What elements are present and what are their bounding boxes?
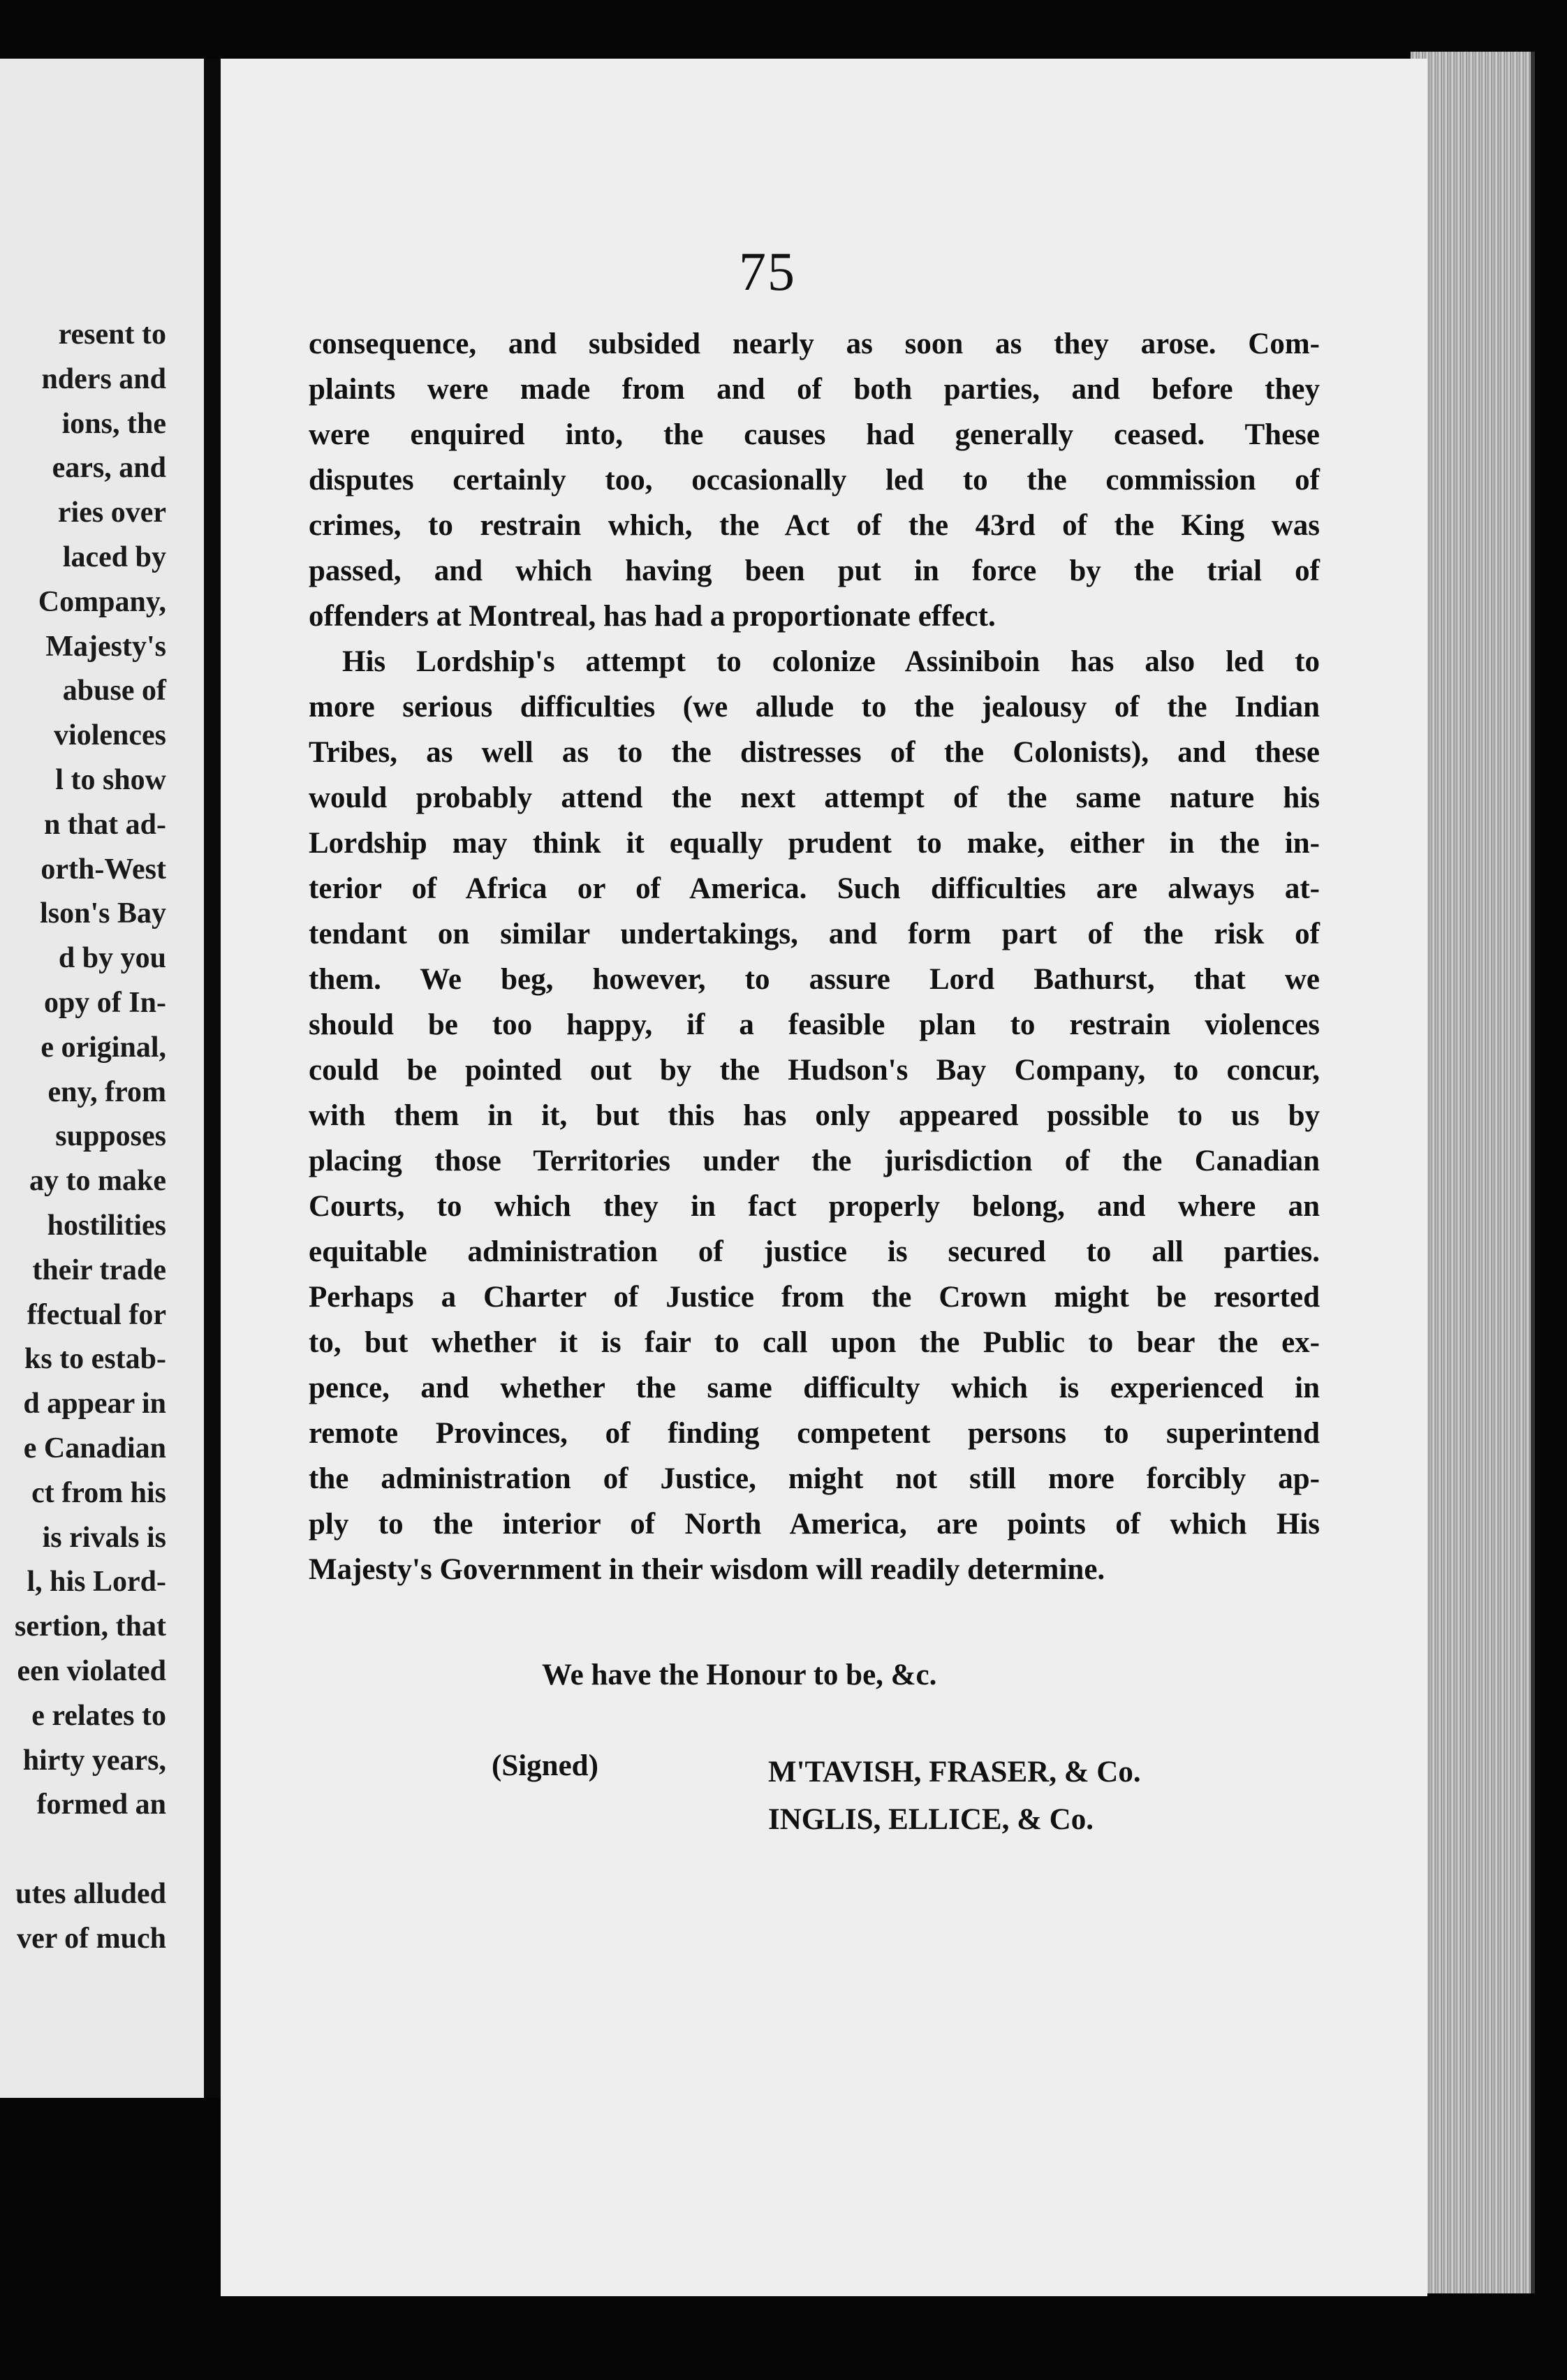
facing-page-line: orth-West — [41, 853, 166, 886]
facing-page-line: Majesty's — [45, 630, 166, 663]
facing-page-line: eny, from — [47, 1075, 166, 1108]
facing-page-line: ct from his — [31, 1476, 166, 1509]
facing-page-line: l, his Lord- — [27, 1566, 166, 1599]
text-line: crimes, to restrain which, the Act of the 43rd of the King was — [309, 509, 1320, 542]
facing-page-left — [0, 59, 204, 2098]
facing-page-line: is rivals is — [42, 1521, 166, 1554]
signed-label: (Signed) — [492, 1749, 598, 1782]
page-number: 75 — [739, 241, 796, 302]
facing-page-line: l to show — [55, 763, 166, 796]
text-line: should be too happy, if a feasible plan to restrain violences — [309, 1008, 1320, 1041]
facing-page-line: ay to make — [29, 1165, 166, 1198]
facing-page-line: hirty years, — [22, 1744, 166, 1777]
facing-page-line: ions, the — [61, 407, 166, 440]
text-line: consequence, and subsided nearly as soon as they arose. Com- — [309, 328, 1320, 360]
text-line: offenders at Montreal, has had a proportionate effect. — [309, 600, 996, 633]
facing-page-line: d appear in — [23, 1388, 166, 1420]
page-block-edges — [1411, 52, 1535, 2293]
facing-page-line: supposes — [55, 1120, 166, 1153]
text-line: plaints were made from and of both parties, and before they — [309, 373, 1320, 406]
text-line: His Lordship's attempt to colonize Assiniboin has also led to — [342, 645, 1320, 678]
text-line: would probably attend the next attempt of the same nature his — [309, 781, 1320, 814]
facing-page-line: nders and — [41, 362, 166, 395]
facing-page-line: e original, — [41, 1031, 166, 1064]
signatory-line: INGLIS, ELLICE, & Co. — [768, 1803, 1094, 1836]
facing-page-line: n that ad- — [43, 808, 166, 841]
facing-page-line: ries over — [57, 497, 166, 529]
text-line: to, but whether it is fair to call upon the Public to bear the ex- — [309, 1326, 1320, 1359]
facing-page-line: ver of much — [17, 1922, 166, 1955]
signatory-line: M'TAVISH, FRASER, & Co. — [768, 1756, 1141, 1788]
closing-salutation: We have the Honour to be, &c. — [542, 1659, 937, 1691]
facing-page-line — [15, 1828, 166, 1872]
text-line: them. We beg, however, to assure Lord Bathurst, that we — [309, 963, 1320, 996]
text-line: Majesty's Government in their wisdom will readily determine. — [309, 1553, 1105, 1586]
text-line: disputes certainly too, occasionally led to the commission of — [309, 464, 1320, 497]
text-line: Courts, to which they in fact properly belong, and where an — [309, 1190, 1320, 1223]
facing-page-line: lson's Bay — [40, 897, 166, 930]
facing-page-text — [15, 313, 166, 1961]
facing-page-line: e relates to — [31, 1699, 166, 1732]
text-line: the administration of Justice, might not still more forcibly ap- — [309, 1462, 1320, 1495]
facing-page-line: hostilities — [47, 1209, 166, 1242]
text-line: Perhaps a Charter of Justice from the Crown might be resorted — [309, 1281, 1320, 1314]
text-line: equitable administration of justice is secured to all parties. — [309, 1235, 1320, 1268]
book-gutter — [204, 59, 221, 2098]
facing-page-line: abuse of — [62, 675, 166, 707]
facing-page-line: violences — [54, 719, 166, 752]
text-line: with them in it, but this has only appeared possible to us by — [309, 1099, 1320, 1132]
text-line: terior of Africa or of America. Such difficulties are always at- — [309, 872, 1320, 905]
text-line: pence, and whether the same difficulty which is experienced in — [309, 1372, 1320, 1404]
facing-page-line: their trade — [32, 1254, 166, 1286]
facing-page-line: formed an — [36, 1788, 166, 1821]
facing-page-line: ears, and — [52, 452, 166, 485]
facing-page-line: ffectual for — [27, 1298, 166, 1331]
facing-page-line: d by you — [58, 942, 166, 975]
text-line: Lordship may think it equally prudent to make, either in the in- — [309, 827, 1320, 860]
signatories — [768, 1749, 1141, 1844]
text-line: tendant on similar undertakings, and form part of the risk of — [309, 918, 1320, 950]
text-line: could be pointed out by the Hudson's Bay Company, to concur, — [309, 1054, 1320, 1087]
facing-page-line: utes alluded — [15, 1877, 166, 1910]
main-page — [221, 59, 1427, 2296]
facing-page-line: ks to estab- — [24, 1343, 166, 1376]
facing-page-line: e Canadian — [23, 1432, 166, 1464]
text-line: remote Provinces, of finding competent persons to superintend — [309, 1417, 1320, 1450]
text-line: Tribes, as well as to the distresses of the Colonists), and these — [309, 736, 1320, 769]
facing-page-line: Company, — [38, 585, 166, 618]
text-line: more serious difficulties (we allude to the jealousy of the Indian — [309, 691, 1320, 723]
text-line: ply to the interior of North America, are points of which His — [309, 1508, 1320, 1541]
facing-page-line: sertion, that — [15, 1610, 166, 1643]
text-line: passed, and which having been put in force by the trial of — [309, 554, 1320, 587]
facing-page-line: opy of In- — [43, 986, 166, 1019]
facing-page-line: laced by — [62, 541, 166, 573]
facing-page-line: resent to — [58, 318, 166, 351]
text-line: placing those Territories under the jurisdiction of the Canadian — [309, 1145, 1320, 1177]
facing-page-line: een violated — [17, 1654, 166, 1687]
body-text — [309, 321, 1320, 1592]
text-line: were enquired into, the causes had generally ceased. These — [309, 418, 1320, 451]
